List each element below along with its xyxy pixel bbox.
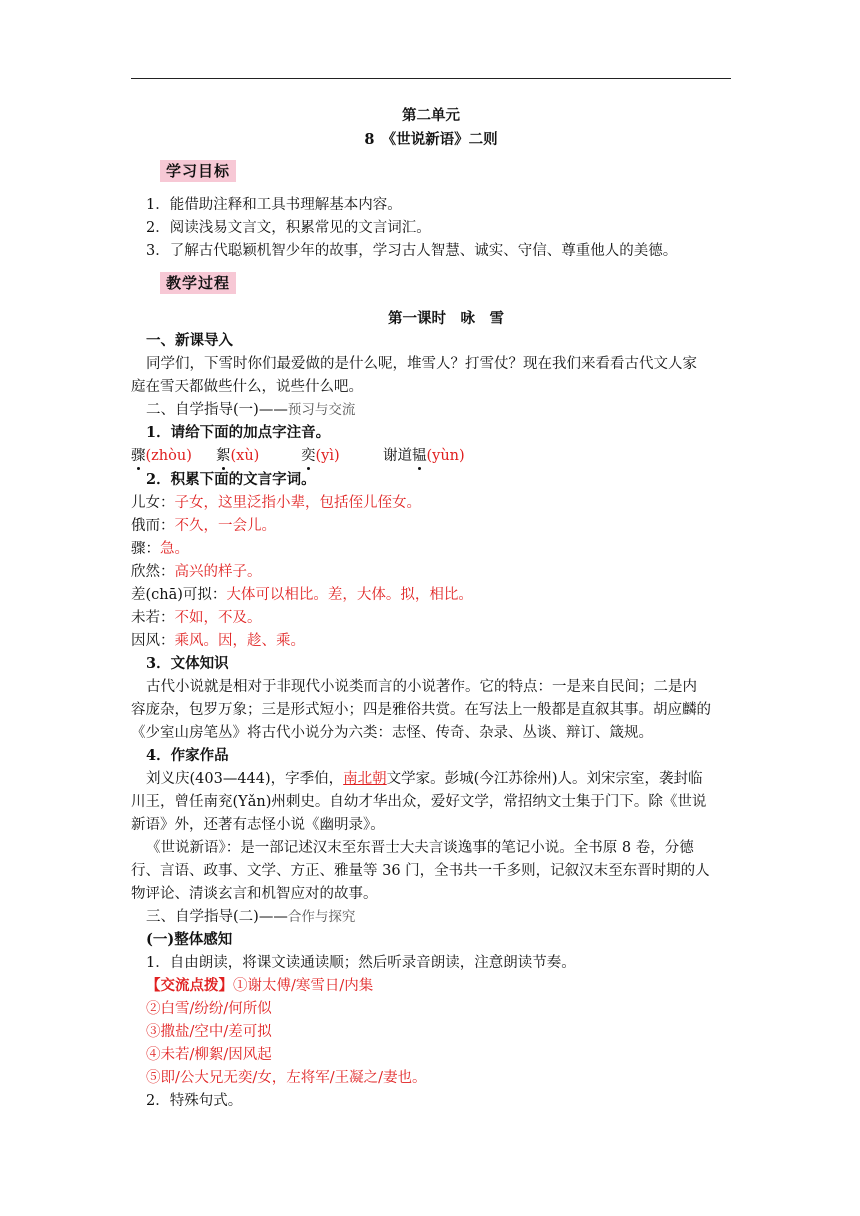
pinyin-row <box>131 446 731 466</box>
tip-line-1: 【交流点拨】①谢太傅/寒雪日/内集 <box>146 977 374 994</box>
unit-title: 第二单元 <box>402 107 460 124</box>
tip-label: 【交流点拨】 <box>146 977 233 994</box>
intro-line-2: 庭在雪天都做些什么，说些什么吧。 <box>131 379 363 395</box>
intro-line-1: 同学们，下雪时你们最爱做的是什么呢，堆雪人？打雪仗？现在我们来看看古代文人家 <box>146 356 697 372</box>
author-line-2: 川王，曾任南兖(Yǎn)州刺史。自幼才华出众，爱好文学，常招纳文士集于门下。除《世说 <box>131 794 707 810</box>
question-1: 1．请给下面的加点字注音。 <box>146 424 331 441</box>
pinyin-item-3: 奕(yì) <box>301 448 340 464</box>
vocab-item-5: 差(chā)可拟：大体可以相比。差，大体。拟，相比。 <box>131 587 473 603</box>
genre-line-3: 《少室山房笔丛》将古代小说分为六类：志怪、传奇、杂录、丛谈、辩订、箴规。 <box>131 725 653 741</box>
goals-badge: 学习目标 <box>160 160 236 182</box>
tip-line-2: ②白雪/纷纷/何所似 <box>146 1001 272 1017</box>
section-3-sub: 合作与探究 <box>287 909 356 925</box>
section-3-label: 三、自学指导(二)—— <box>146 909 288 925</box>
vocab-item-7: 因风：乘风。因，趁、乘。 <box>131 633 305 649</box>
lesson-title: 8 《世说新语》二则 <box>364 131 498 148</box>
question-2: 2．积累下面的文言字词。 <box>146 471 316 488</box>
question-3: 3．文体知识 <box>146 655 229 672</box>
pinyin-item-2: 絮(xù) <box>216 448 260 464</box>
nanbeichao-link[interactable]: 南北朝 <box>343 771 387 787</box>
tip-line-4: ④未若/柳絮/因风起 <box>146 1047 272 1063</box>
goal-item-1: 1．能借助注释和工具书理解基本内容。 <box>146 197 402 213</box>
subsection-overall: (一)整体感知 <box>146 931 233 948</box>
question-4: 4．作家作品 <box>146 747 229 764</box>
tip-line-5: ⑤即/公大兄无奕/女，左将军/王凝之/妻也。 <box>146 1070 427 1086</box>
vocab-item-4: 欣然：高兴的样子。 <box>131 564 262 580</box>
genre-line-2: 容庞杂，包罗万象；三是形式短小；四是雅俗共赏。在写法上一般都是直叙其事。胡应麟的 <box>131 702 711 718</box>
author-line-1: 刘义庆(403—444)，字季伯，南北朝文学家。彭城(今江苏徐州)人。刘宋宗室，袭封临 <box>146 771 703 787</box>
goal-item-3: 3．了解古代聪颖机智少年的故事，学习古人智慧、诚实、守信、尊重他人的美德。 <box>146 243 678 259</box>
vocab-item-2: 俄而：不久，一会儿。 <box>131 518 276 534</box>
pinyin-item-1: 骤(zhòu) <box>131 448 192 464</box>
book-line-3: 物评论、清谈玄言和机智应对的故事。 <box>131 886 378 902</box>
book-line-2: 行、言语、政事、文学、方正、雅量等 36 门，全书共一千多则，记叙汉末至东晋时期的人 <box>131 863 710 879</box>
section-1-title: 一、新课导入 <box>146 332 233 349</box>
genre-line-1: 古代小说就是相对于非现代小说类而言的小说著作。它的特点：一是来自民间；二是内 <box>146 679 697 695</box>
pinyin-item-4: 谢道韫(yùn) <box>383 448 465 464</box>
vocab-item-6: 未若：不如，不及。 <box>131 610 262 626</box>
tip-line-3: ③撒盐/空中/差可拟 <box>146 1024 272 1040</box>
reading-instruction-1: 1．自由朗读，将课文读通读顺；然后听录音朗读，注意朗读节奏。 <box>146 955 576 971</box>
section-2-label: 二、自学指导(一)—— <box>146 402 288 418</box>
lesson-section-title: 第一课时 咏 雪 <box>388 310 504 327</box>
author-line-3: 新语》外，还著有志怪小说《幽明录》。 <box>131 817 385 833</box>
process-badge: 教学过程 <box>160 272 236 294</box>
vocab-item-3: 骤：急。 <box>131 541 189 557</box>
section-2-sub: 预习与交流 <box>287 402 356 418</box>
header-rule <box>131 78 731 79</box>
section-2-title <box>131 400 731 420</box>
section-3-title <box>131 907 731 927</box>
goal-item-2: 2．阅读浅易文言文，积累常见的文言词汇。 <box>146 220 431 236</box>
book-line-1: 《世说新语》：是一部记述汉末至东晋士大夫言谈逸事的笔记小说。全书原 8 卷，分德 <box>146 840 694 856</box>
reading-instruction-2: 2．特殊句式。 <box>146 1093 243 1109</box>
vocab-item-1: 儿女：子女，这里泛指小辈，包括侄儿侄女。 <box>131 495 421 511</box>
